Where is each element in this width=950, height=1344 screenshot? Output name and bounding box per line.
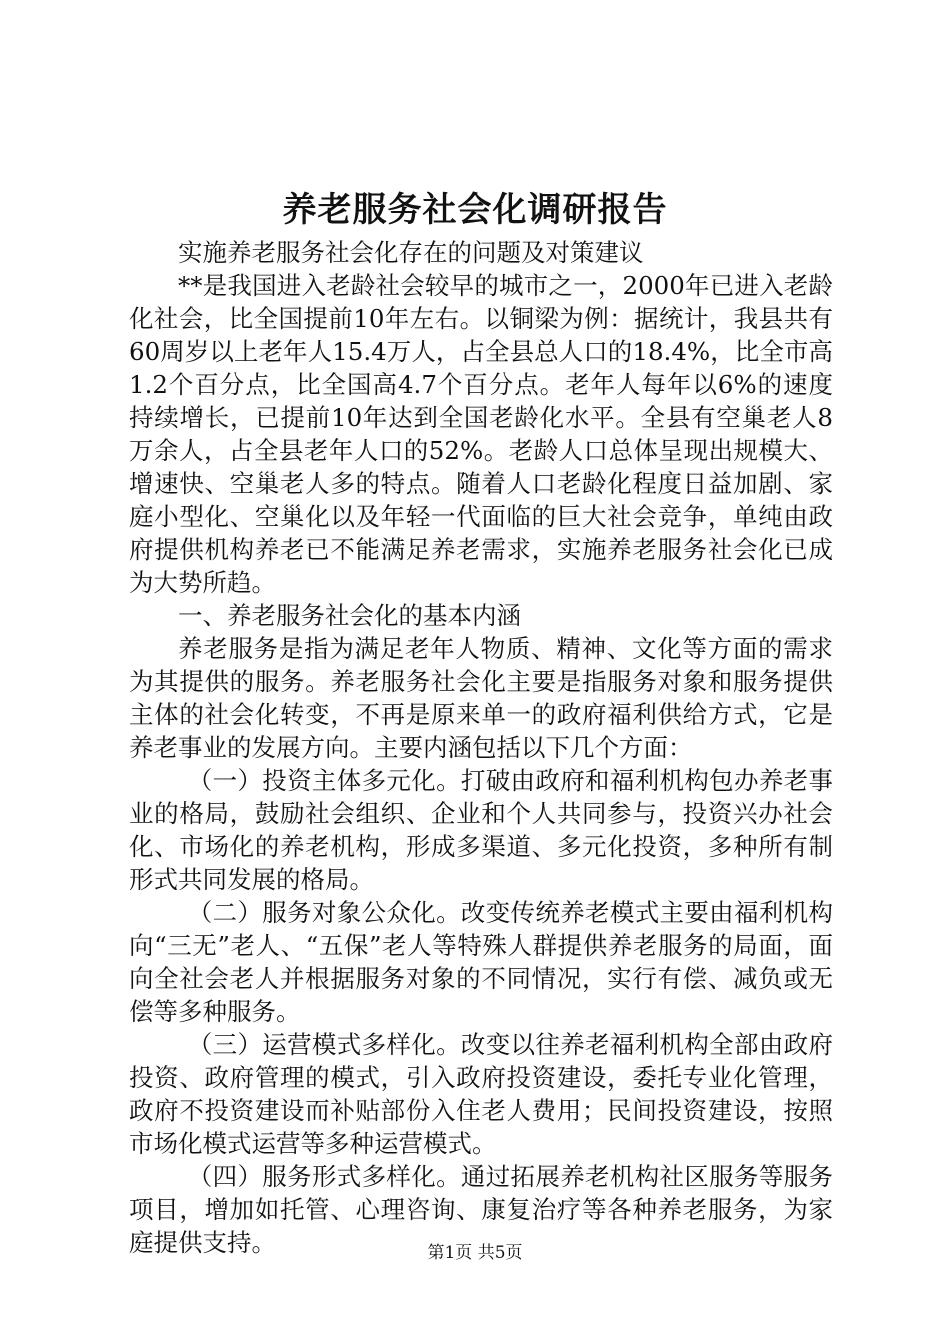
intro-paragraph: **是我国进入老龄社会较早的城市之一，2000年已进入老龄化社会，比全国提前10年左右。以铜梁为例：据统计，我县共有60周岁以上老年人15.4万人，占全县总人口的18.4%，比全市高1.2个百分点，比全国高4.7个百分点。老年人每年以6%的速度持续增长，已提前10年达到全国老龄化水平。全县有空巢老人8万余人，占全县老年人口的52%。老龄人口总体呈现出规模大、增速快、空巢老人多的特点。随着人口老龄化程度日益加剧、家庭小型化、空巢化以及年轻一代面临的巨大社会竞争，单纯由政府提供机构养老已不能满足养老需求，实施养老服务社会化已成为大势所趋。	[129, 271, 833, 597]
list-item-paragraph: （四）服务形式多样化。通过拓展养老机构社区服务等服务项目，增加如托管、心理咨询、康复治疗等各种养老服务，为家庭提供支持。	[129, 1162, 833, 1257]
list-item-paragraph: （二）服务对象公众化。改变传统养老模式主要由福利机构向“三无”老人、“五保”老人等特殊人群提供养老服务的局面，面向全社会老人并根据服务对象的不同情况，实行有偿、减负或无偿等多种服务。	[129, 898, 833, 1026]
document-title: 养老服务社会化调研报告	[282, 190, 668, 230]
page-number-footer: 第1页 共5页	[427, 1243, 523, 1263]
section-heading: 一、养老服务社会化的基本内涵	[178, 601, 521, 630]
list-item-paragraph: （三）运营模式多样化。改变以往养老福利机构全部由政府投资、政府管理的模式，引入政府投资建设，委托专业化管理，政府不投资建设而补贴部份入住老人费用；民间投资建设，按照市场化模式运营等多种运营模式。	[129, 1030, 833, 1158]
document-body	[129, 236, 833, 1259]
subtitle-paragraph: 实施养老服务社会化存在的问题及对策建议	[178, 238, 644, 267]
list-item-paragraph: （一）投资主体多元化。打破由政府和福利机构包办养老事业的格局，鼓励社会组织、企业和个人共同参与，投资兴办社会化、市场化的养老机构，形成多渠道、多元化投资，多种所有制形式共同发展的格局。	[129, 766, 833, 894]
body-paragraph: 养老服务是指为满足老年人物质、精神、文化等方面的需求为其提供的服务。养老服务社会化主要是指服务对象和服务提供主体的社会化转变，不再是原来单一的政府福利供给方式，它是养老事业的发展方向。主要内涵包括以下几个方面：	[129, 634, 833, 762]
